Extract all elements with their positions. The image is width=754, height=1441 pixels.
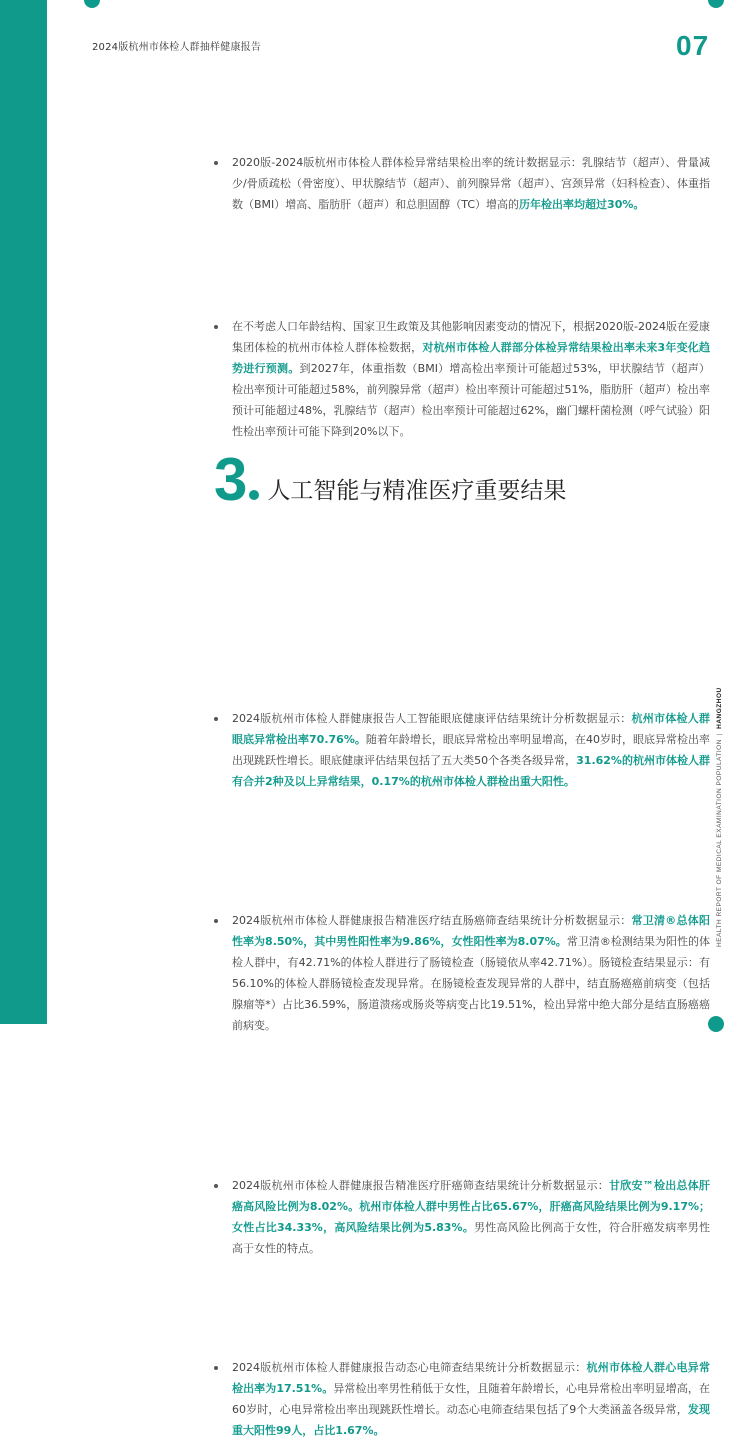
section-title: 人工智能与精准医疗重要结果 [267,478,567,504]
highlight-text: 对杭州市体检人群部分体检异常结果检出率未来3年变化趋势进行预测。 [232,341,711,375]
decorative-dot-bottom-right [708,1016,724,1032]
report-header-title: 2024版杭州市体检人群抽样健康报告 [92,42,262,53]
highlight-text: 杭州市体检人群心电异常检出率为17.51%。 [232,1361,710,1395]
decorative-dot-top-left [84,0,100,8]
body-text: 常卫清®检测结果为阳性的体检人群中，有42.71%的体检人群进行了肠镜检查（肠镜依从率42.71%）。肠镜检查结果显示：有56.10%的体检人群肠镜检查发现异常。在肠镜检查发现异常的人群中，结直肠癌癌前病变（包括腺瘤等*）占比36.59%，肠道溃疡或肠炎等病变占比19.51%，检出异常中绝大部分是结直肠癌癌前病变。 [232,935,711,1032]
left-color-band [0,0,47,1024]
bullet-marker [214,1366,218,1370]
bullet-paragraph-6 [212,1357,710,1441]
bullet-paragraph-2 [212,316,710,442]
section-heading [214,446,567,513]
bullet-marker [214,325,218,329]
body-text: 2024版杭州市体检人群健康报告人工智能眼底健康评估结果统计分析数据显示： [232,712,632,725]
body-text: 2024版杭州市体检人群健康报告精准医疗结直肠癌筛查结果统计分析数据显示： [232,914,632,927]
highlight-text: 发现重大阳性99人，占比1.67%。 [232,1403,711,1437]
bullet-paragraph-5 [212,1175,710,1259]
bullet-marker [214,1184,218,1188]
highlight-text: 历年检出率均超过30%。 [519,198,645,211]
body-text: 异常检出率男性稍低于女性，且随着年龄增长，心电异常检出率明显增高，在60岁时，心电异常检出率出现跳跃性增长。动态心电筛查结果包括了9个大类涵盖各级异常， [232,1382,710,1416]
bullet-paragraph-1 [212,152,710,215]
bullet-marker [214,161,218,165]
side-label-text: HEALTH REPORT OF MEDICAL EXAMINATION POPULATION [716,739,723,947]
highlight-text: 甘欣安™检出总体肝癌高风险比例为8.02%。杭州市体检人群中男性占比65.67%，肝癌高风险结果比例为9.17%；女性占比34.33%，高风险结果比例为5.83%。 [232,1179,710,1234]
page-number: 07 [676,30,710,61]
body-text: 男性高风险比例高于女性，符合肝癌发病率男性高于女性的特点。 [232,1221,710,1255]
decorative-dot-top-right [708,0,724,8]
bullet-paragraph-3 [212,708,710,792]
body-text: 到2027年，体重指数（BMI）增高检出率预计可能超过53%，甲状腺结节（超声）检出率预计可能超过58%，前列腺异常（超声）检出率预计可能超过51%，脂肪肝（超声）检出率预计可能超过48%，乳腺结节（超声）检出率预计可能超过62%，幽门螺杆菌检测（呼气试验）阳性检出率预计可能下降到20%以下。 [232,362,710,438]
highlight-text: 杭州市体检人群眼底异常检出率70.76%。 [232,712,710,746]
body-text: 2020版-2024版杭州市体检人群体检异常结果检出率的统计数据显示：乳腺结节（超声）、骨量减少/骨质疏松（骨密度）、甲状腺结节（超声）、前列腺异常（超声）、宫颈异常（妇科检查）、体重指数（BMI）增高、脂肪肝（超声）和总胆固醇（TC）增高的 [232,156,710,211]
bullet-marker [214,919,218,923]
highlight-text: 31.62%的杭州市体检人群有合并2种及以上异常结果，0.17%的杭州市体检人群检出重大阳性。 [232,754,710,788]
vertical-side-label [716,607,723,947]
side-label-city: HANGZHOU [716,687,723,729]
bullet-marker [214,717,218,721]
side-label-separator: | [716,732,723,736]
body-text: 2024版杭州市体检人群健康报告精准医疗肝癌筛查结果统计分析数据显示： [232,1179,609,1192]
section-number-dot [249,490,259,500]
body-text: 随着年龄增长，眼底异常检出率明显增高，在40岁时，眼底异常检出率出现跳跃性增长。眼底健康评估结果包括了五大类50个各类各级异常， [232,733,710,767]
section-number: 3 [214,446,248,513]
highlight-text: 常卫清®总体阳性率为8.50%，其中男性阳性率为9.86%，女性阳性率为8.07%。 [232,914,710,948]
body-text: 2024版杭州市体检人群健康报告动态心电筛查结果统计分析数据显示： [232,1361,587,1374]
body-text: 在不考虑人口年龄结构、国家卫生政策及其他影响因素变动的情况下，根据2020版-2024版在爱康集团体检的杭州市体检人群体检数据， [232,320,710,354]
bullet-paragraph-4 [212,910,710,1036]
